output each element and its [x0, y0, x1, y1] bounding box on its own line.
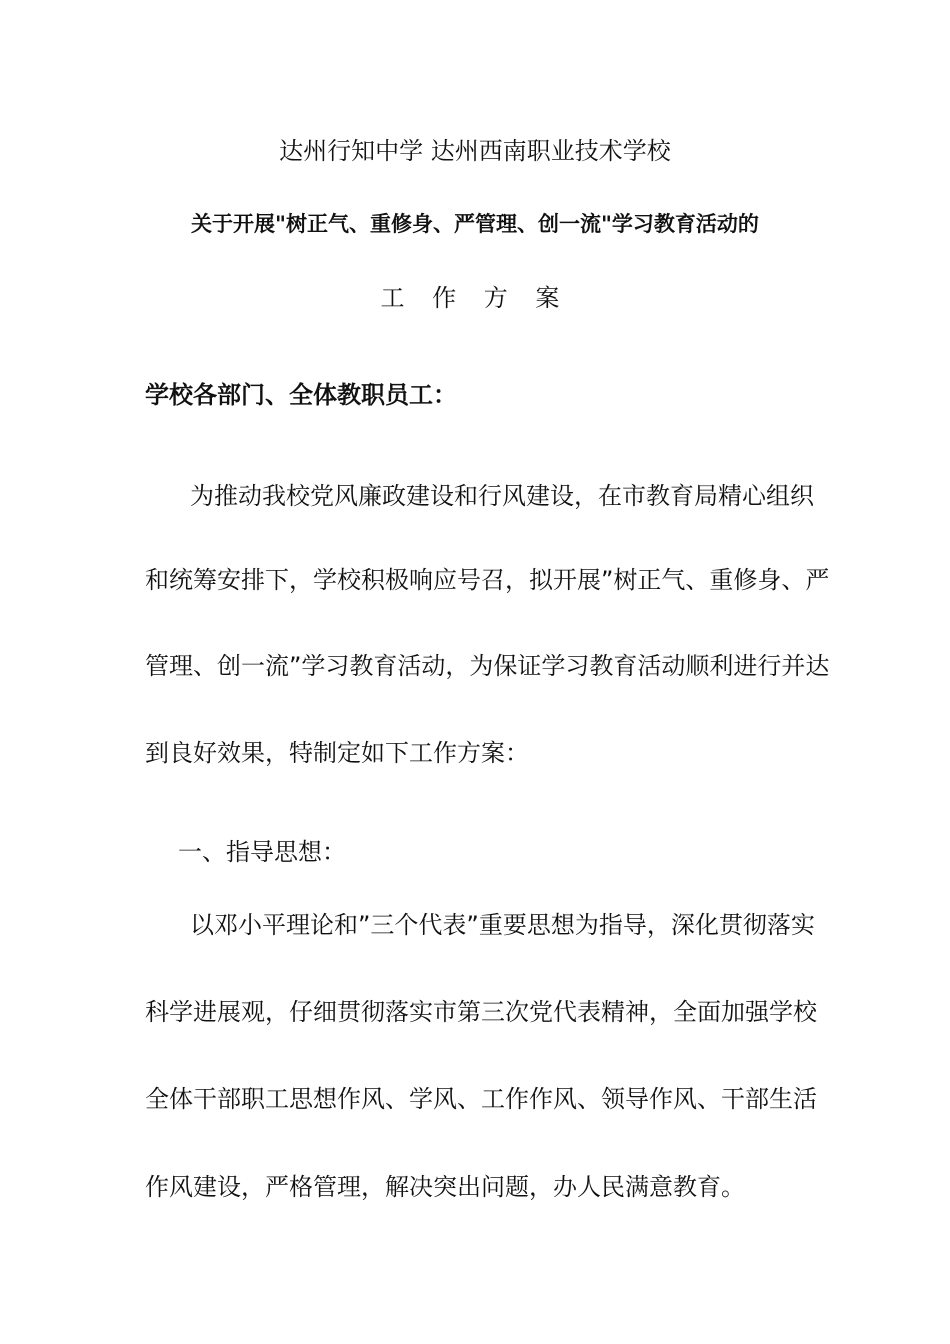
- document-subject: 关于开展"树正气、重修身、严管理、创一流"学习教育活动的: [191, 212, 759, 236]
- intro-line-4: 到良好效果，特制定如下工作方案：: [145, 739, 529, 767]
- section1-line-2: 科学进展观，仔细贯彻落实市第三次党代表精神，全面加强学校: [145, 998, 817, 1026]
- section1-line-1: 以邓小平理论和”三个代表”重要思想为指导，深化贯彻落实: [190, 911, 815, 939]
- document-title: 工 作 方 案: [380, 284, 570, 312]
- intro-line-3: 管理、创一流”学习教育活动，为保证学习教育活动顺利进行并达: [145, 652, 830, 680]
- intro-line-1: 为推动我校党风廉政建设和行风建设，在市教育局精心组织: [190, 482, 814, 510]
- section1-line-4: 作风建设，严格管理，解决突出问题，办人民满意教育。: [145, 1173, 745, 1201]
- salutation: 学校各部门、全体教职员工：: [145, 381, 457, 409]
- intro-line-2: 和统筹安排下，学校积极响应号召，拟开展”树正气、重修身、严: [145, 566, 830, 594]
- organization-names: 达州行知中学 达州西南职业技术学校: [279, 137, 671, 165]
- section1-line-3: 全体干部职工思想作风、学风、工作作风、领导作风、干部生活: [145, 1085, 817, 1113]
- section-heading-guiding-ideology: 一、指导思想：: [178, 838, 346, 866]
